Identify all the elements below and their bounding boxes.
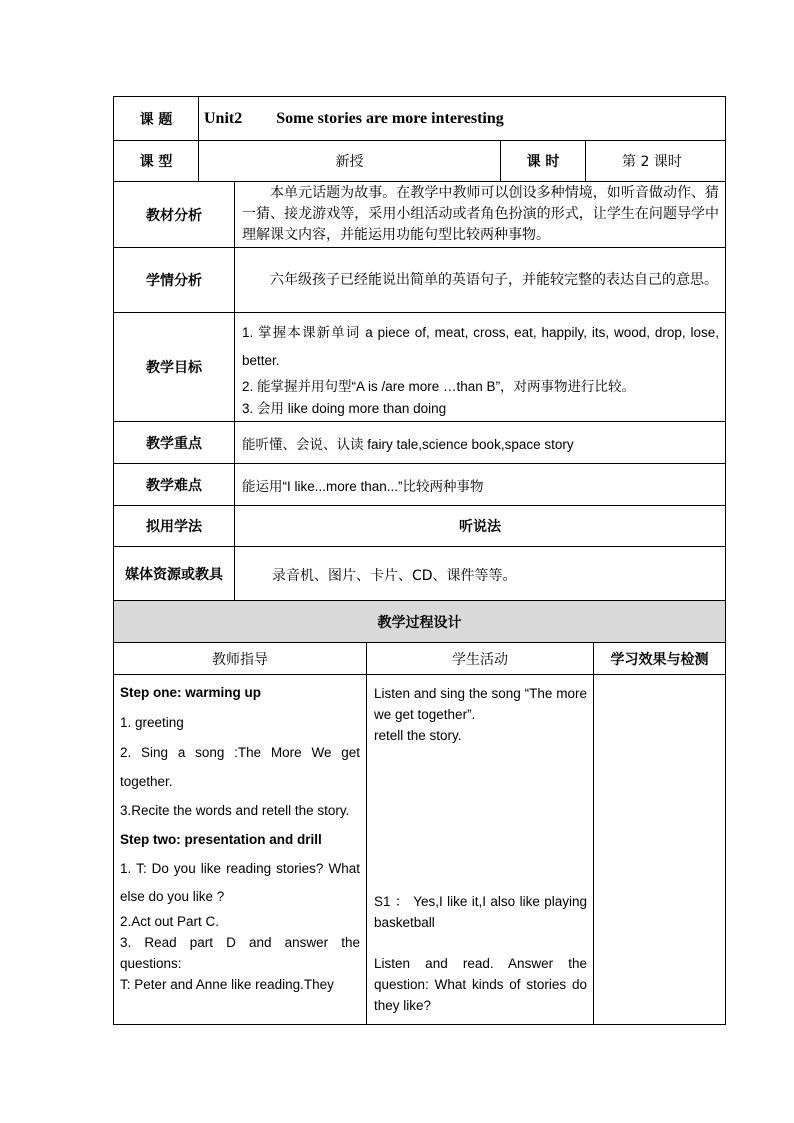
- teacher-item-3: 3.Recite the words and retell the story.: [120, 803, 350, 818]
- effect-check-cell: [594, 675, 726, 1025]
- method-label: 拟用学法: [114, 506, 235, 547]
- key-points-text: 能听懂、会说、认读 fairy tale,science book,space story: [235, 422, 726, 464]
- goal-3: 3. 会用 like doing more than doing: [242, 401, 447, 416]
- material-row: [114, 182, 726, 248]
- period-label: 课 时: [501, 141, 586, 182]
- step-one-heading: Step one: warming up: [120, 685, 262, 700]
- goals-row: [114, 313, 726, 422]
- step-two-heading: Step two: presentation and drill: [120, 832, 322, 847]
- goals-label: 教学目标: [114, 313, 235, 422]
- process-table: [113, 600, 726, 1025]
- media-label: 媒体资源或教具: [114, 547, 235, 604]
- process-header-row: [114, 643, 726, 675]
- topic-label: 课 题: [114, 97, 199, 141]
- lesson-title: Some stories are more interesting: [276, 109, 504, 127]
- student-column-header: 学生活动: [367, 643, 594, 675]
- student-activity-cell: [367, 675, 594, 1025]
- teacher-item-2: 2. Sing a song :The More We get together.: [120, 745, 360, 789]
- material-text: 本单元话题为故事。在教学中教师可以创设多种情境，如听音做动作、猜一猜、接龙游戏等，采用小组活动或者角色扮演的形式，让学生在问题导学中理解课文内容，并能运用功能句型比较两种事物。: [235, 182, 726, 248]
- unit-label: Unit2: [204, 109, 243, 127]
- student-item-4: Listen and read. Answer the question: What kinds of stories do they like?: [374, 956, 587, 1013]
- process-content-row: [114, 675, 726, 1025]
- difficulty-row: [114, 464, 726, 506]
- media-text: 录音机、图片、卡片、CD、课件等等。: [235, 547, 726, 604]
- teacher-item-1: 1. greeting: [120, 715, 184, 730]
- teacher-item-5: 2.Act out Part C.: [120, 914, 220, 929]
- goals-cell: [235, 313, 726, 422]
- effect-column-header: 学习效果与检测: [594, 643, 726, 675]
- key-points-label: 教学重点: [114, 422, 235, 464]
- lesson-info-table: [113, 96, 726, 604]
- teacher-guidance-cell: [114, 675, 367, 1025]
- difficulty-text: 能运用“I like...more than...”比较两种事物: [235, 464, 726, 506]
- method-row: [114, 506, 726, 547]
- type-label: 课 型: [114, 141, 199, 182]
- topic-row: [114, 97, 726, 141]
- goal-1: 1. 掌握本课新单词 a piece of, meat, cross, eat, happily, its, wood, drop, lose, better.: [242, 325, 720, 368]
- type-row: [114, 141, 726, 182]
- period-value: 第 2 课时: [586, 141, 726, 182]
- teacher-item-6: 3. Read part D and answer the questions:: [120, 935, 360, 971]
- process-title: 教学过程设计: [114, 601, 726, 643]
- type-value: 新授: [199, 141, 501, 182]
- method-value: 听说法: [235, 506, 726, 547]
- teacher-item-4: 1. T: Do you like reading stories? What else do you like ?: [120, 861, 360, 904]
- lesson-title-cell: [199, 97, 726, 141]
- learner-text: 六年级孩子已经能说出简单的英语句子，并能较完整的表达自己的意思。: [235, 248, 726, 313]
- learner-row: [114, 248, 726, 313]
- teacher-column-header: 教师指导: [114, 643, 367, 675]
- material-label: 教材分析: [114, 182, 235, 248]
- media-row: [114, 547, 726, 604]
- goal-2: 2. 能掌握并用句型“A is /are more …than B”，对两事物进行比较。: [242, 379, 636, 394]
- key-points-row: [114, 422, 726, 464]
- student-item-1: Listen and sing the song “The more we get together”.: [374, 686, 587, 722]
- student-item-2: retell the story.: [374, 728, 462, 743]
- student-item-3: S1 ： Yes,I like it,I also like playing basketball: [374, 894, 587, 930]
- process-title-row: [114, 601, 726, 643]
- difficulty-label: 教学难点: [114, 464, 235, 506]
- learner-label: 学情分析: [114, 248, 235, 313]
- teacher-item-7: T: Peter and Anne like reading.They: [120, 977, 334, 992]
